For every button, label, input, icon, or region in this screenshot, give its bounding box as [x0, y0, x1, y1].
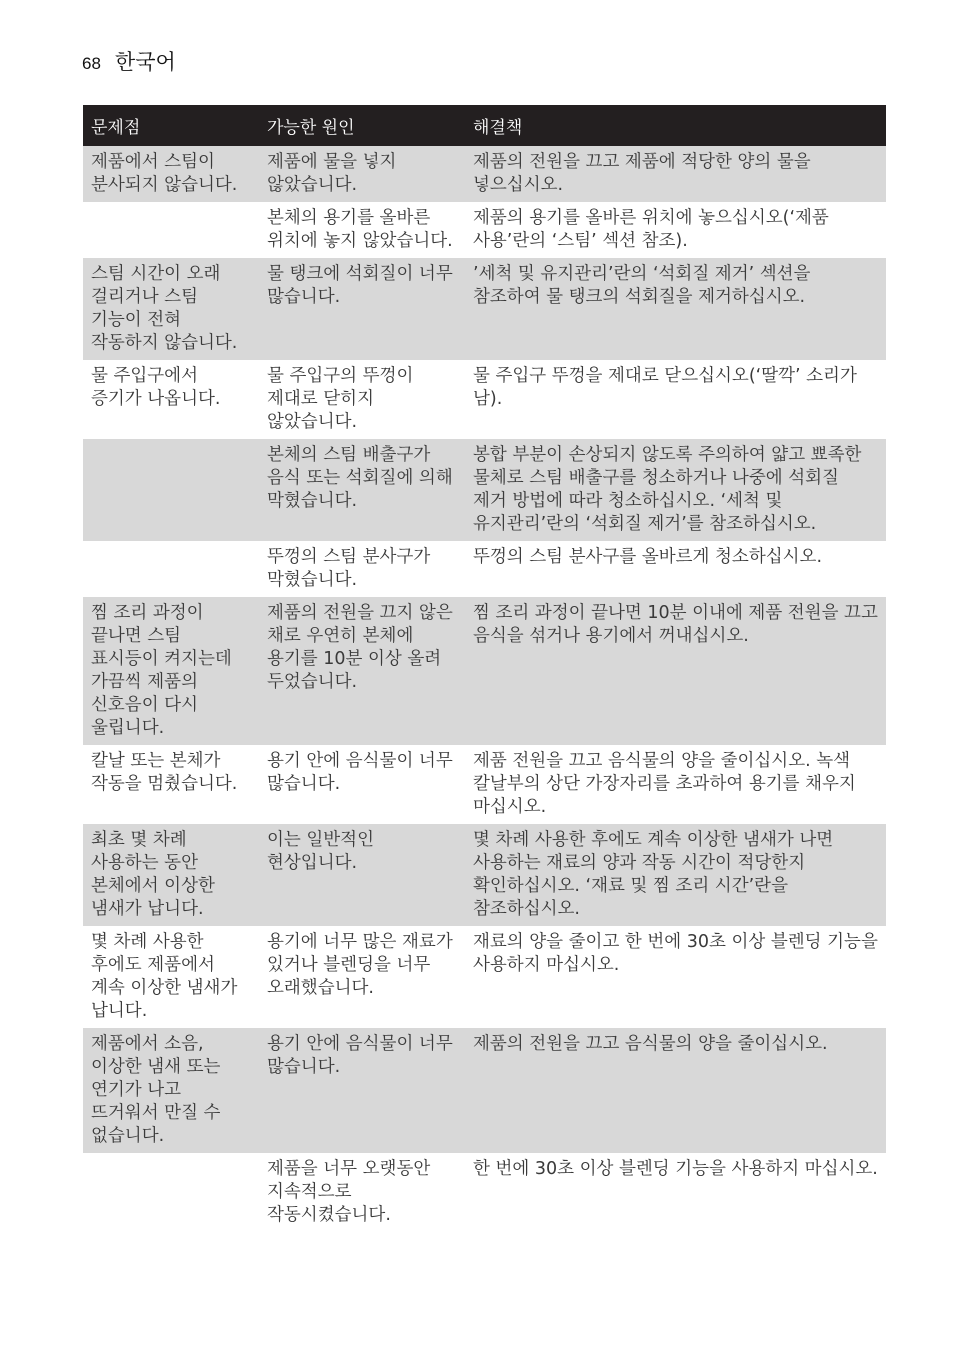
table-row	[83, 146, 886, 202]
solution-cell: 재료의 양을 줄이고 한 번에 30초 이상 블렌딩 기능을 사용하지 마십시오.	[465, 926, 886, 1028]
problem-cell	[83, 1153, 259, 1232]
page-header	[82, 46, 176, 76]
solution-cell: 찜 조리 과정이 끝나면 10분 이내에 제품 전원을 끄고 음식을 섞거나 용기에서 꺼내십시오.	[465, 597, 886, 745]
solution-cell: 봉합 부분이 손상되지 않도록 주의하여 얇고 뾰족한 물체로 스팀 배출구를 청소하거나 나중에 석회질 제거 방법에 따라 청소하십시오. ‘세척 및 유지관리’란의 ‘석회질 제거’를 참조하십시오.	[465, 439, 886, 541]
cause-cell: 이는 일반적인 현상입니다.	[259, 824, 465, 926]
table-row	[83, 541, 886, 597]
cause-cell: 용기에 너무 많은 재료가 있거나 블렌딩을 너무 오래했습니다.	[259, 926, 465, 1028]
problem-cell: 물 주입구에서 증기가 나옵니다.	[83, 360, 259, 439]
solution-cell: 제품의 전원을 끄고 음식물의 양을 줄이십시오.	[465, 1028, 886, 1153]
cause-cell: 물 탱크에 석회질이 너무 많습니다.	[259, 258, 465, 360]
cause-cell: 본체의 스팀 배출구가 음식 또는 석회질에 의해 막혔습니다.	[259, 439, 465, 541]
table-header-row	[83, 105, 886, 146]
page-number: 68	[82, 54, 101, 73]
solution-cell: 물 주입구 뚜껑을 제대로 닫으십시오(‘딸깍’ 소리가 남).	[465, 360, 886, 439]
header-problem: 문제점	[83, 105, 259, 146]
problem-cell	[83, 541, 259, 597]
solution-cell: 제품 전원을 끄고 음식물의 양을 줄이십시오. 녹색 칼날부의 상단 가장자리를 초과하여 용기를 채우지 마십시오.	[465, 745, 886, 824]
problem-cell: 제품에서 스팀이 분사되지 않습니다.	[83, 146, 259, 202]
table-row	[83, 597, 886, 745]
table-row	[83, 745, 886, 824]
problem-cell	[83, 439, 259, 541]
problem-cell: 몇 차례 사용한 후에도 제품에서 계속 이상한 냄새가 납니다.	[83, 926, 259, 1028]
problem-cell: 최초 몇 차례 사용하는 동안 본체에서 이상한 냄새가 납니다.	[83, 824, 259, 926]
table-row	[83, 824, 886, 926]
table-row	[83, 360, 886, 439]
solution-cell: ’세척 및 유지관리’란의 ‘석회질 제거’ 섹션을 참조하여 물 탱크의 석회질을 제거하십시오.	[465, 258, 886, 360]
troubleshooting-table	[83, 105, 886, 1232]
table-row	[83, 1153, 886, 1232]
table-row	[83, 1028, 886, 1153]
cause-cell: 제품을 너무 오랫동안 지속적으로 작동시켰습니다.	[259, 1153, 465, 1232]
solution-cell: 뚜껑의 스팀 분사구를 올바르게 청소하십시오.	[465, 541, 886, 597]
solution-cell: 몇 차례 사용한 후에도 계속 이상한 냄새가 나면 사용하는 재료의 양과 작동 시간이 적당한지 확인하십시오. ‘재료 및 찜 조리 시간’란을 참조하십시오.	[465, 824, 886, 926]
problem-cell: 제품에서 소음, 이상한 냄새 또는 연기가 나고 뜨거워서 만질 수 없습니다.	[83, 1028, 259, 1153]
cause-cell: 용기 안에 음식물이 너무 많습니다.	[259, 1028, 465, 1153]
cause-cell: 물 주입구의 뚜껑이 제대로 닫히지 않았습니다.	[259, 360, 465, 439]
problem-cell	[83, 202, 259, 258]
problem-cell: 칼날 또는 본체가 작동을 멈췄습니다.	[83, 745, 259, 824]
language-title: 한국어	[114, 50, 176, 74]
cause-cell: 뚜껑의 스팀 분사구가 막혔습니다.	[259, 541, 465, 597]
cause-cell: 용기 안에 음식물이 너무 많습니다.	[259, 745, 465, 824]
problem-cell: 찜 조리 과정이 끝나면 스팀 표시등이 켜지는데 가끔씩 제품의 신호음이 다시 울립니다.	[83, 597, 259, 745]
solution-cell: 제품의 용기를 올바른 위치에 놓으십시오(‘제품 사용’란의 ‘스팀’ 섹션 참조).	[465, 202, 886, 258]
header-cause: 가능한 원인	[259, 105, 465, 146]
cause-cell: 제품에 물을 넣지 않았습니다.	[259, 146, 465, 202]
table-row	[83, 439, 886, 541]
cause-cell: 본체의 용기를 올바른 위치에 놓지 않았습니다.	[259, 202, 465, 258]
table-row	[83, 258, 886, 360]
table-row	[83, 202, 886, 258]
table-row	[83, 926, 886, 1028]
problem-cell: 스팀 시간이 오래 걸리거나 스팀 기능이 전혀 작동하지 않습니다.	[83, 258, 259, 360]
solution-cell: 제품의 전원을 끄고 제품에 적당한 양의 물을 넣으십시오.	[465, 146, 886, 202]
header-solution: 해결책	[465, 105, 886, 146]
cause-cell: 제품의 전원을 끄지 않은 채로 우연히 본체에 용기를 10분 이상 올려 두었습니다.	[259, 597, 465, 745]
solution-cell: 한 번에 30초 이상 블렌딩 기능을 사용하지 마십시오.	[465, 1153, 886, 1232]
